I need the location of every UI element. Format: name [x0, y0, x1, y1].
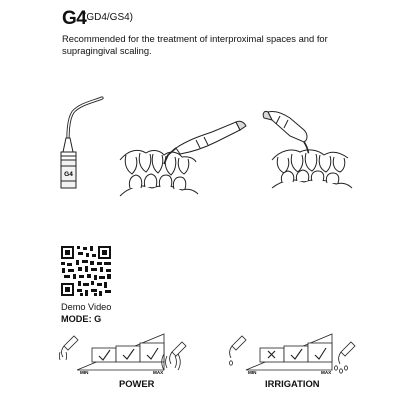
- model-variants: (GD4/GS4): [83, 12, 134, 23]
- irrigation-min-label: MIN: [248, 370, 257, 375]
- power-min-handpiece-icon: [59, 336, 78, 360]
- teeth-scene-lingual: [263, 111, 352, 188]
- power-max-label: MAX: [153, 370, 164, 375]
- mode-label: MODE: G: [61, 314, 102, 324]
- irrigation-max-handpiece-icon: [335, 342, 356, 373]
- power-max-handpiece-icon: [162, 342, 186, 370]
- irrigation-title: IRRIGATION: [265, 378, 320, 389]
- qr-code: [61, 246, 111, 296]
- irrigation-min-handpiece-icon: [230, 336, 247, 365]
- irrigation-scale: [246, 334, 332, 370]
- power-scale: [77, 334, 164, 370]
- demo-video-label: Demo Video: [61, 302, 112, 312]
- tip-label: G4: [64, 171, 73, 178]
- power-min-label: MIN: [80, 370, 89, 375]
- model-title: G4: [62, 8, 87, 29]
- power-title: POWER: [119, 378, 155, 389]
- description: Recommended for the treatment of interproximal spaces and for supragingival scaling.: [62, 33, 328, 56]
- teeth-scene-buccal: [120, 121, 246, 196]
- irrigation-max-label: MAX: [321, 370, 332, 375]
